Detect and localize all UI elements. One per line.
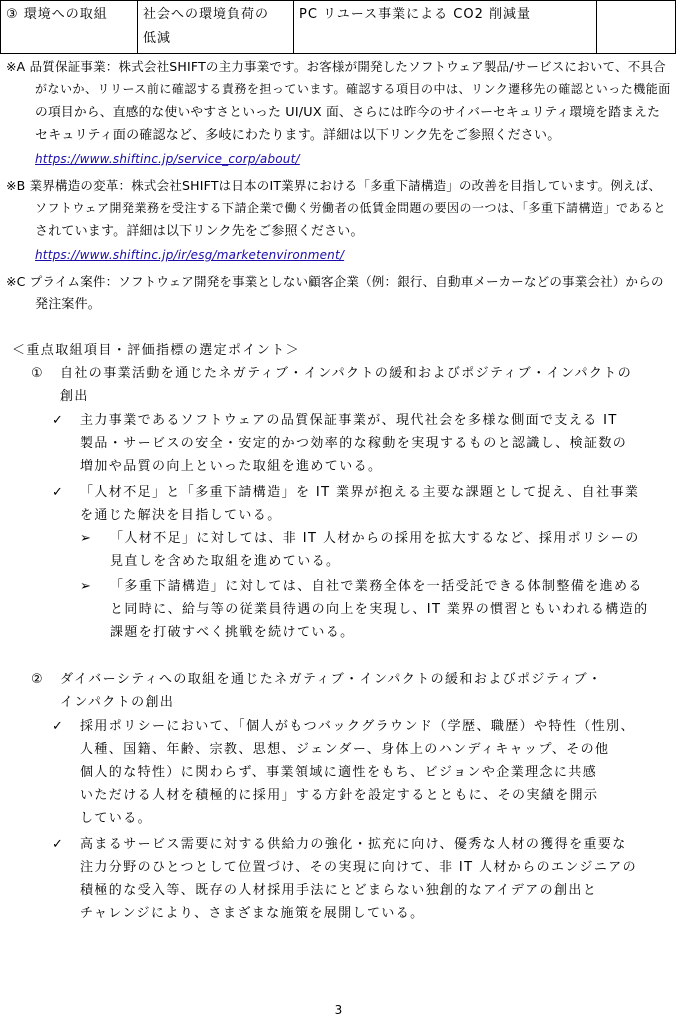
item1-bullet1-line1: 主力事業であるソフトウェアの品質保証事業が、現代社会を多様な側面で支える IT (80, 413, 618, 428)
check-icon: ✓ (52, 485, 63, 500)
item2-number: ② (31, 672, 43, 687)
item2-bullet1-line4: いただける人材を積極的に採用」する方針を設定するとともに、その実績を開示 (80, 788, 599, 803)
item1-sub2-line3: 課題を打破すべく挑戦を続けている。 (110, 625, 355, 640)
note-a-link[interactable]: https://www.shiftinc.jp/service_corp/about/ (35, 152, 300, 166)
note-b-line3: されています。詳細は以下リンク先をご参照ください。 (35, 224, 364, 239)
note-a-line4: セキュリティ面の確認など、多岐にわたります。詳細は以下リンク先をご参照ください。 (35, 128, 561, 143)
item2-bullet1-line3: 個人的な特性）に関わらず、事業領域に適性をもち、ビジョンや企業理念に共感 (80, 765, 598, 780)
table-row (1, 1, 676, 54)
item1-bullet1-line3: 増加や品質の向上といった取組を進めている。 (80, 459, 383, 474)
item1-sub2-line2: と同時に、給与等の従業員待遇の向上を実現し、IT 業界の慣習ともいわれる構造的 (110, 602, 649, 617)
item2-bullet1-line1: 採用ポリシーにおいて、「個人がもつバックグラウンド（学歴、職歴）や特性（性別、 (80, 719, 635, 734)
item1-line2: 創出 (60, 389, 89, 404)
item1-sub1-line1: 「人材不足」に対しては、非 IT 人材からの採用を拡大するなど、採用ポリシーの (110, 531, 640, 546)
item1-bullet2-line1: 「人材不足」と「多重下請構造」を IT 業界が抱える主要な課題として捉え、自社事業 (80, 485, 640, 500)
check-icon: ✓ (52, 837, 63, 852)
environment-table (0, 0, 676, 54)
arrow-bullet-icon: ➢ (80, 531, 91, 546)
item2-bullet2-line2: 注力分野のひとつとして位置づけ、その実現に向けて、非 IT 人材からのエンジニアの (80, 860, 638, 875)
item2-line1: ダイバーシティへの取組を通じたネガティブ・インパクトの緩和およびポジティブ・ (60, 672, 603, 687)
note-a-line2: がないか、リリース前に確認する責務を担っています。確認する項目の中は、リンク遷移先の確認といった機能面 (35, 82, 671, 96)
check-icon: ✓ (52, 719, 63, 734)
item1-number: ① (31, 366, 43, 381)
table-cell-theme-line2: 低減 (143, 31, 172, 46)
note-b-link[interactable]: https://www.shiftinc.jp/ir/esg/marketenvironment/ (35, 248, 345, 262)
page-number: 3 (334, 1003, 343, 1017)
arrow-bullet-icon: ➢ (80, 579, 91, 594)
note-c-line2: 発注案件。 (35, 297, 102, 312)
item2-bullet2-line4: チャレンジにより、さまざまな施策を展開している。 (80, 906, 425, 921)
item2-line2: インパクトの創出 (60, 695, 175, 710)
item2-bullet1-line5: している。 (80, 811, 153, 826)
note-c-line1: ※C プライム案件：ソフトウェア開発を事業としない顧客企業（例：銀行、自動車メーカーなどの事業会社）からの (6, 274, 664, 289)
item2-bullet1-line2: 人種、国籍、年齢、宗教、思想、ジェンダー、身体上のハンディキャップ、その他 (80, 742, 610, 757)
table-cell-empty (597, 1, 676, 54)
table-cell-theme (138, 1, 294, 54)
table-cell-indicator: PC リユース事業による CO2 削減量 (294, 1, 597, 54)
table-cell-category: ③ 環境への取組 (1, 1, 138, 54)
item1-bullet2-line2: を通じた解決を目指している。 (80, 508, 282, 523)
note-b-line2: ソフトウェア開発業務を受注する下請企業で働く労働者の低賃金問題の要因の一つは、「多重下請構造」であると (35, 201, 667, 215)
item1-sub2-line1: 「多重下請構造」に対しては、自社で業務全体を一括受託できる体制整備を進める (110, 579, 643, 594)
item2-bullet2-line1: 高まるサービス需要に対する供給力の強化・拡充に向け、優秀な人材の獲得を重要な (80, 837, 627, 852)
check-icon: ✓ (52, 413, 63, 428)
note-b-line1: ※B 業界構造の変革：株式会社SHIFTは日本のIT業界における「多重下請構造」の改善を目指しています。例えば、 (6, 178, 662, 193)
section-title: ＜重点取組項目・評価指標の選定ポイント＞ (12, 343, 301, 358)
item1-bullet1-line2: 製品・サービスの安全・安定的かつ効率的な稼動を実現するものと認識し、検証数の (80, 436, 628, 451)
note-a-line3: の項目から、直感的な使いやすさといった UI/UX 面、さらには昨今のサイバーセキュリティ環境を踏まえた (35, 105, 661, 120)
item2-bullet2-line3: 積極的な受入等、既存の人材採用手法にとどまらない独創的なアイデアの創出と (80, 883, 598, 898)
item1-line1: 自社の事業活動を通じたネガティブ・インパクトの緩和およびポジティブ・インパクトの (60, 366, 633, 381)
item1-sub1-line2: 見直しを含めた取組を進めている。 (110, 554, 341, 569)
table-cell-theme-line1: 社会への環境負荷の (143, 7, 270, 22)
note-a-line1: ※A 品質保証事業：株式会社SHIFTの主力事業です。お客様が開発したソフトウェア製品/サービスにおいて、不具合 (6, 59, 666, 74)
